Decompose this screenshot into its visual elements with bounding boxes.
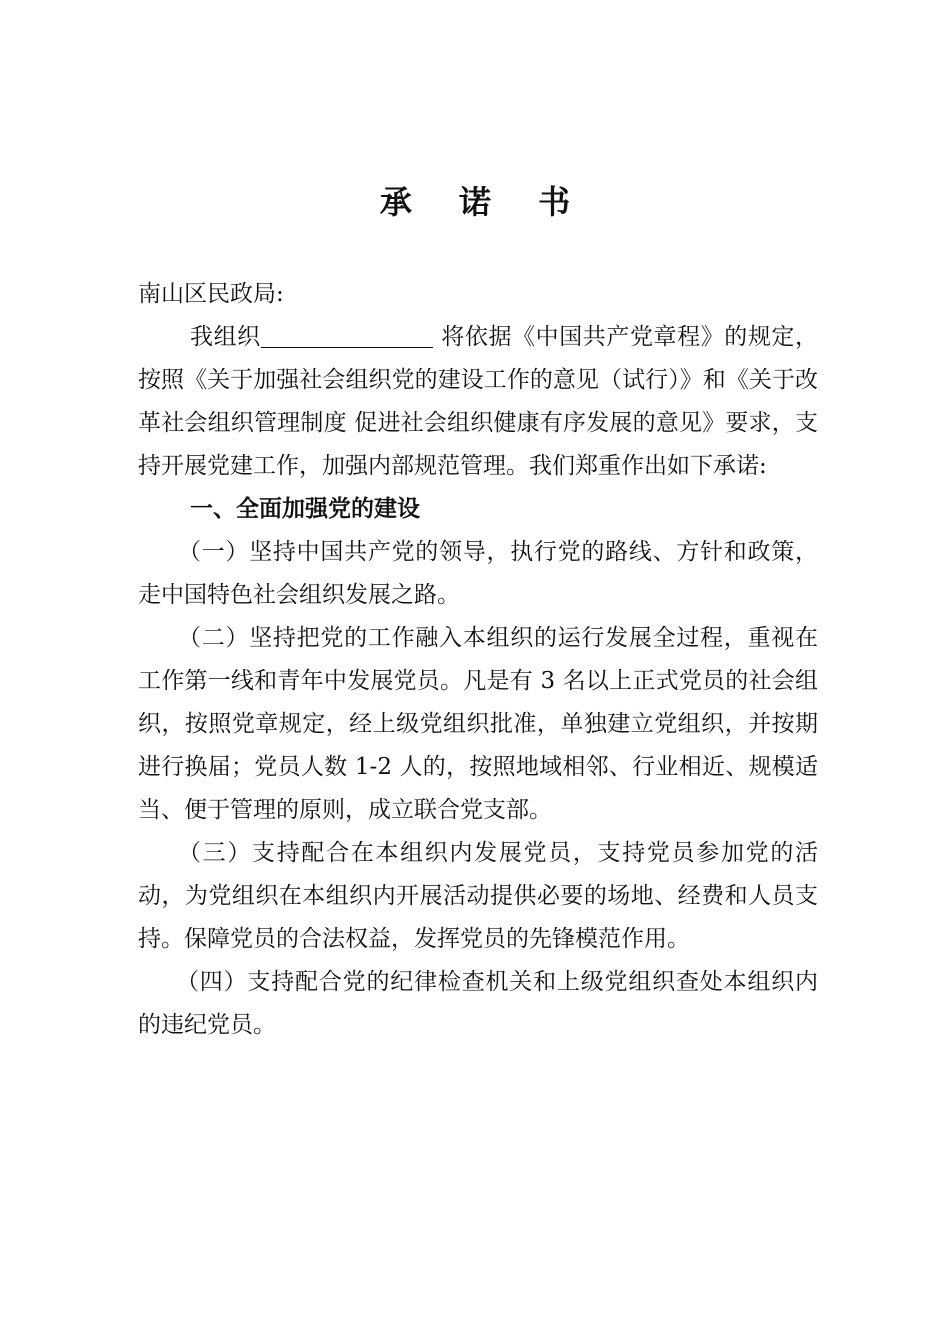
addressee: 南山区民政局: xyxy=(138,281,284,307)
section-heading: 一、全面加强党的建设 xyxy=(190,496,420,522)
commitment-item-1: （一）坚持中国共产党的领导，执行党的路线、方针和政策，走中国特色社会组织发展之路。 xyxy=(138,539,818,608)
intro-text: 将依据《中国共产党章程》的规定，按照《关于加强社会组织党的建设工作的意见（试行）》和《关于改革社会组织管理制度 促进社会组织健康有序发展的意见》要求，支持开展党建工作，加强内部规范管理。我们郑重作出如下承诺: xyxy=(138,324,819,479)
page-title: 承 诺 书 xyxy=(379,183,589,221)
commitment-item-4: （四）支持配合党的纪律检查机关和上级党组织查处本组织内的违纪党员。 xyxy=(138,969,818,1038)
commitment-item-3: （三）支持配合在本组织内发展党员，支持党员参加党的活动，为党组织在本组织内开展活动提供必要的场地、经费和人员支持。保障党员的合法权益，发挥党员的先锋模范作用。 xyxy=(138,840,818,952)
intro-paragraph xyxy=(138,316,818,488)
commitment-item-2: （二）坚持把党的工作融入本组织的运行发展全过程，重视在工作第一线和青年中发展党员。凡是有 3 名以上正式党员的社会组织，按照党章规定，经上级党组织批准，单独建立党组织，并按期进行换届；党员人数 1-2 人的，按照地域相邻、行业相近、规模适当、便于管理的原则，成立联合党支部。 xyxy=(138,625,818,823)
document-body xyxy=(138,273,818,1047)
intro-lead: 我组织 xyxy=(190,324,261,350)
organization-name-blank xyxy=(261,321,433,348)
